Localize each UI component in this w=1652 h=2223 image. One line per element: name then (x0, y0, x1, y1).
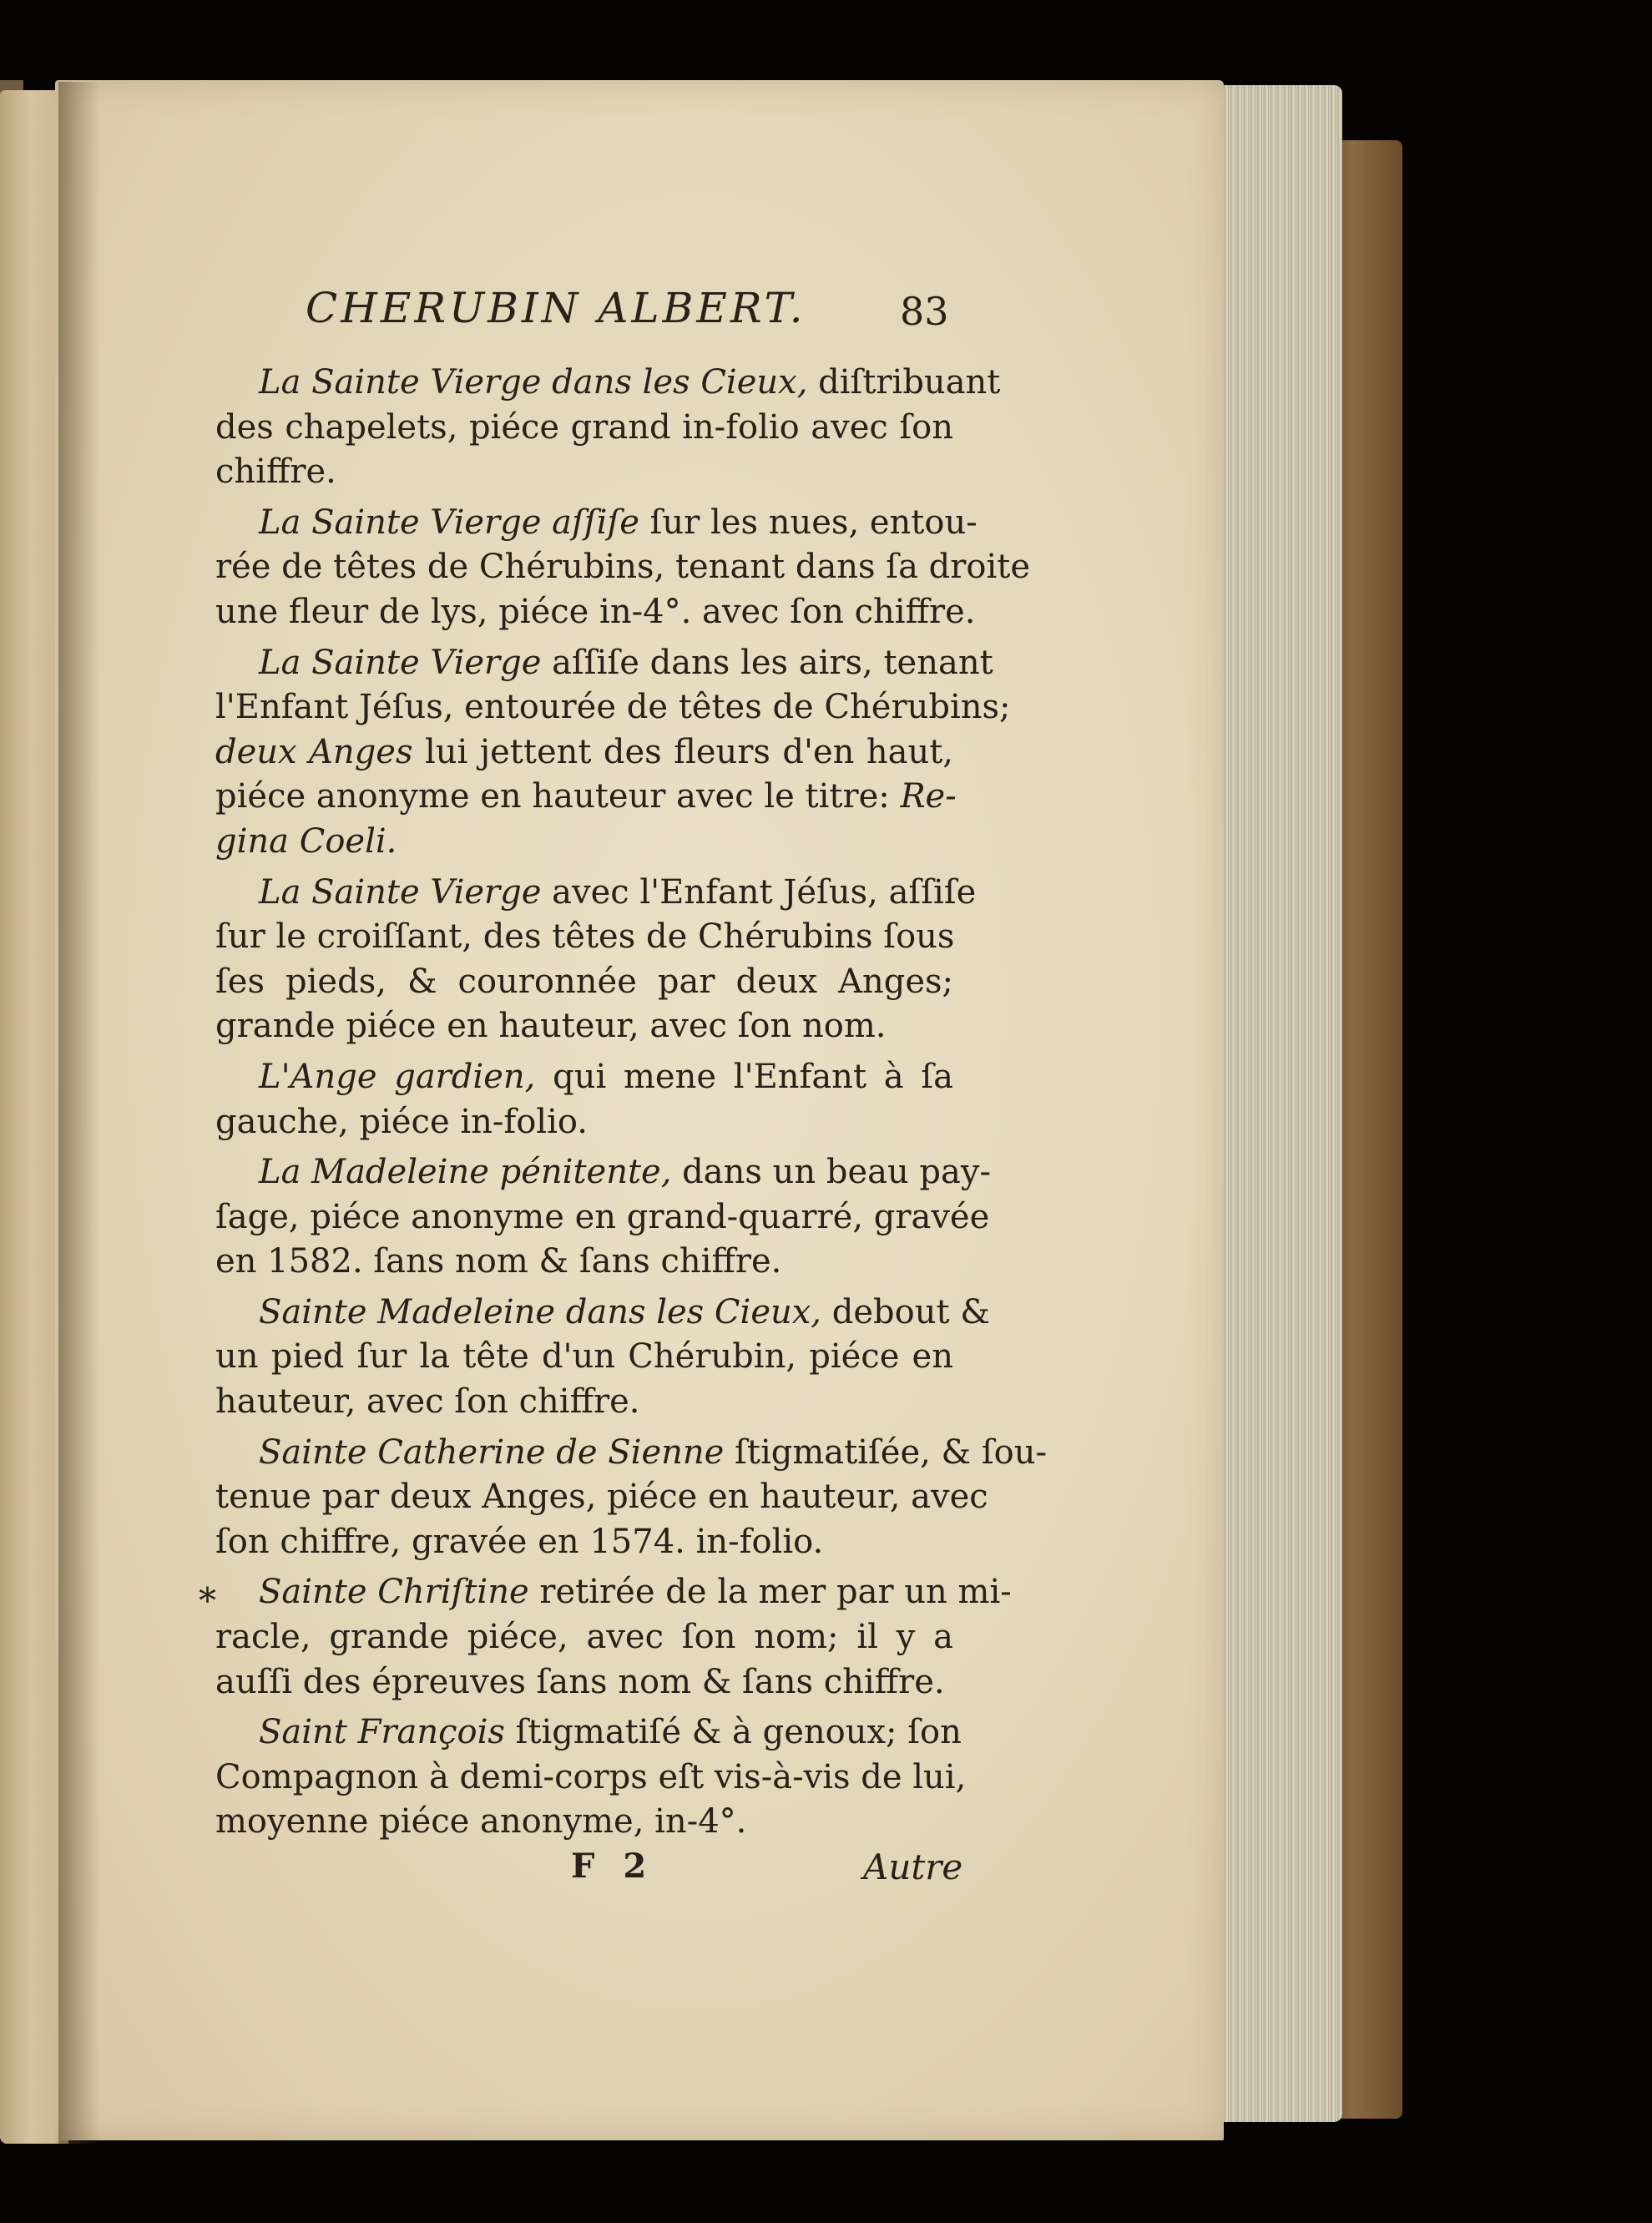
entry-marker-asterisk: * (199, 1580, 216, 1621)
line-text: dans un beau pay- (671, 1153, 991, 1192)
line-text: une fleur de lys, piéce in-4°. avec ſon chiffre. (215, 592, 976, 631)
line-text: des chapelets, piéce grand in-folio avec ſon (215, 407, 953, 447)
signature-mark: F 2 (571, 1847, 655, 1886)
text-line (215, 361, 1001, 406)
text-line (215, 960, 953, 1005)
text-line (215, 1520, 953, 1565)
text-line (215, 406, 953, 451)
line-text: avec l'Enfant Jéſus, aſſiſe (541, 872, 977, 912)
text-line (215, 1615, 953, 1660)
catalogue-entry (215, 1291, 990, 1425)
text-line (215, 1756, 967, 1801)
gutter-shadow (58, 82, 100, 2144)
line-text: auſſi des épreuves ſans nom & ſans chiffre. (215, 1662, 945, 1701)
line-text: debout & (821, 1292, 990, 1331)
italic-title: Sainte Chriſtine (259, 1573, 529, 1612)
text-line (215, 820, 953, 865)
line-text: aſſiſe dans les airs, tenant (541, 643, 993, 682)
italic-title: gina Coeli. (215, 821, 397, 861)
italic-title: La Sainte Vierge (259, 872, 542, 912)
line-text: lui jettent des fleurs d'en haut, (412, 732, 953, 771)
text-line (215, 1710, 962, 1756)
text-line (215, 775, 957, 820)
catalogue-entry (215, 1710, 967, 1845)
text-line (215, 1431, 1048, 1476)
line-text: racle, grande piéce, avec ſon nom; il y a (215, 1618, 953, 1657)
text-line (215, 1335, 953, 1380)
running-head: CHERUBIN ALBERT. (306, 284, 806, 332)
line-text: en 1582. ſans nom & ſans chiffre. (215, 1242, 782, 1281)
catalogue-entry (215, 1150, 991, 1285)
text-line (215, 871, 977, 916)
catalogue-entry (215, 1570, 1012, 1705)
text-line (215, 1004, 953, 1049)
page-number: 83 (900, 289, 949, 334)
text-line (215, 685, 1011, 730)
line-text: gauche, piéce in-folio. (215, 1102, 588, 1141)
text-block (215, 361, 1048, 1851)
text-line (215, 1660, 953, 1705)
line-text: Compagnon à demi-corps eſt vis-à-vis de lui, (215, 1757, 967, 1796)
line-text: retirée de la mer par un mi- (528, 1573, 1012, 1612)
line-text: ſtigmatiſée, & ſou- (724, 1432, 1048, 1472)
text-line (215, 545, 1031, 590)
line-text: grande piéce en hauteur, avec ſon nom. (215, 1007, 887, 1046)
italic-title: La Sainte Vierge (259, 643, 542, 682)
text-line (215, 450, 953, 495)
italic-title: La Sainte Vierge aſſiſe (259, 503, 639, 542)
line-text: ſur les nues, entou- (639, 503, 978, 542)
italic-title: deux Anges (215, 732, 413, 771)
line-text: ſtigmatiſé & à genoux; ſon (504, 1713, 962, 1752)
text-line (215, 1475, 988, 1520)
italic-title: Sainte Catherine de Sienne (259, 1432, 725, 1472)
line-text: ſage, piéce anonyme en grand-quarré, gravée (215, 1197, 990, 1236)
text-line (215, 1150, 991, 1195)
text-line (215, 1570, 1012, 1615)
italic-title: Sainte Madeleine dans les Cieux, (259, 1292, 822, 1331)
text-line (215, 1291, 990, 1336)
line-text: hauteur, avec ſon chiffre. (215, 1382, 640, 1422)
text-line (215, 915, 953, 960)
text-line (215, 1380, 953, 1425)
italic-title: Saint François (259, 1713, 505, 1752)
catchword: Autre (863, 1847, 963, 1887)
text-line (215, 1195, 990, 1240)
text-line (215, 1100, 953, 1145)
line-text: qui mene l'Enfant à ſa (535, 1057, 953, 1096)
catalogue-entry (215, 1431, 1048, 1565)
catalogue-entry (215, 641, 1011, 865)
catalogue-entry (215, 871, 977, 1049)
text-line (215, 1055, 953, 1100)
text-line (215, 1800, 953, 1845)
line-text: ſes pieds, & couronnée par deux Anges; (215, 962, 953, 1001)
line-text: ſur le croiſſant, des têtes de Chérubins ſous (215, 917, 955, 957)
text-line (215, 590, 976, 635)
italic-title: La Sainte Vierge dans les Cieux, (259, 363, 808, 402)
italic-title: L'Ange gardien, (259, 1057, 536, 1096)
line-text: tenue par deux Anges, piéce en hauteur, avec (215, 1478, 988, 1517)
catalogue-entry (215, 361, 1001, 495)
line-text: l'Enfant Jéſus, entourée de têtes de Chérubins; (215, 688, 1011, 727)
catalogue-entry (215, 501, 1031, 635)
line-text: diſtribuant (807, 363, 1001, 402)
line-text: rée de têtes de Chérubins, tenant dans ſa droite (215, 548, 1031, 587)
italic-title: Re- (900, 777, 957, 816)
page-stack-edges (1209, 85, 1342, 2122)
line-text: chiffre. (215, 452, 336, 492)
italic-title: La Madeleine pénitente, (259, 1153, 672, 1192)
text-line (215, 1240, 953, 1285)
line-text: ſon chiffre, gravée en 1574. in-folio. (215, 1522, 824, 1561)
text-line (215, 730, 953, 776)
line-text: piéce anonyme en hauteur avec le titre: (215, 777, 901, 816)
catalogue-entry (215, 1055, 953, 1144)
text-line (215, 501, 978, 546)
text-line (215, 641, 993, 686)
line-text: moyenne piéce anonyme, in-4°. (215, 1802, 747, 1842)
line-text: un pied ſur la tête d'un Chérubin, piéce en (215, 1337, 953, 1377)
